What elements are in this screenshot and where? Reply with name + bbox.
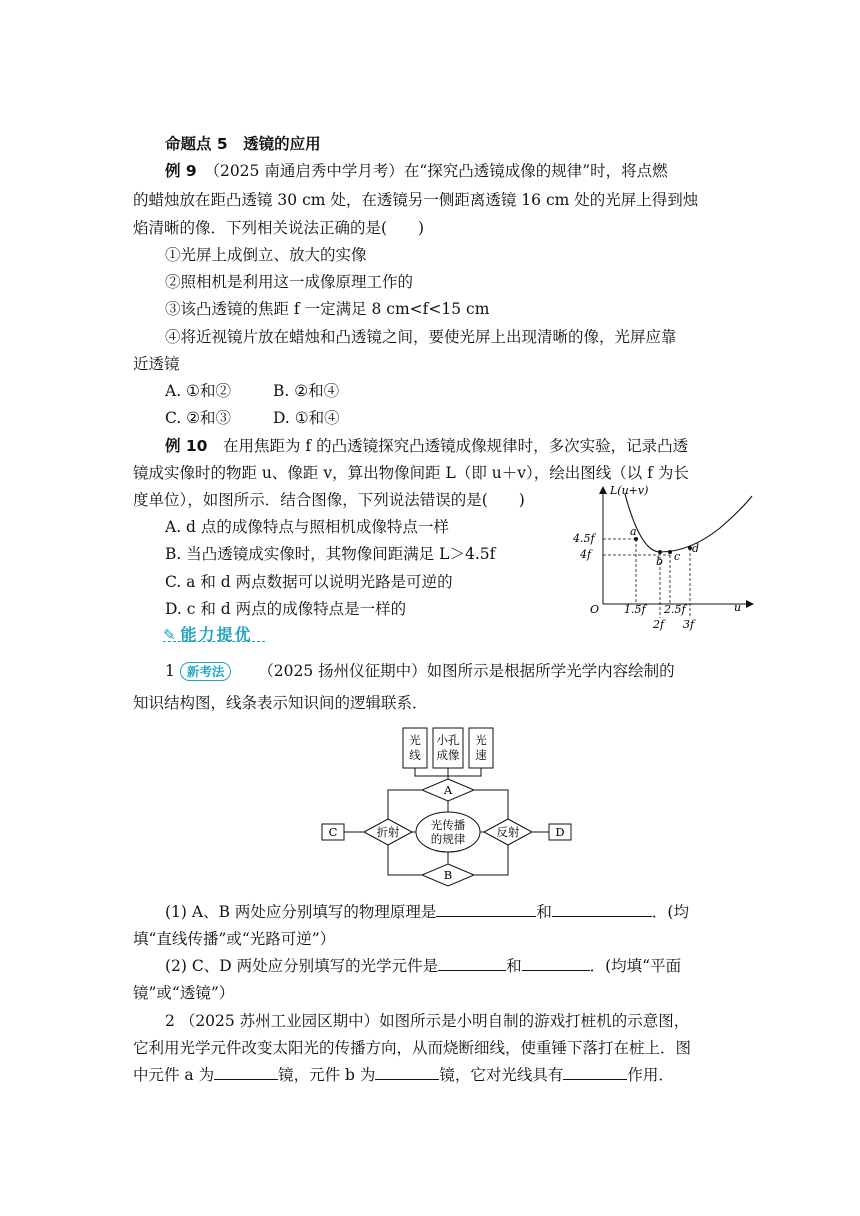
- svg-text:成像: 成像: [436, 748, 460, 762]
- point-c-label: c: [674, 550, 681, 563]
- svg-text:C: C: [328, 825, 338, 839]
- option-a[interactable]: A. ①和②: [165, 382, 231, 400]
- q1-sub-1b: 填“直线传播”或“光路可逆”）: [133, 930, 336, 948]
- option-b[interactable]: B. ②和④: [273, 382, 340, 400]
- example-9-line-2: 的蜡烛放在距凸透镜 30 cm 处，在透镜另一侧距离透镜 16 cm 处的光屏上得到烛: [133, 191, 699, 209]
- point-b: [658, 550, 662, 554]
- ability-underline: [163, 641, 265, 642]
- origin-label: O: [590, 603, 600, 616]
- y-tick-4.5f: 4.5f: [573, 532, 595, 545]
- svg-text:光传播: 光传播: [430, 818, 466, 832]
- option-c[interactable]: C. ②和③: [165, 409, 232, 427]
- q1-sub-1a: (1) A、B 两处应分别填写的物理原理是 和 ．(均: [165, 903, 689, 921]
- ex10-option-a[interactable]: A. d 点的成像特点与照相机成像特点一样: [165, 518, 449, 536]
- q1-text-1: （2025 扬州仪征期中）如图所示是根据所学光学内容绘制的: [258, 662, 675, 680]
- example-10-line-1: [165, 436, 688, 456]
- svg-text:折射: 折射: [376, 825, 400, 839]
- pen-icon: ✎: [163, 626, 176, 644]
- lu-graph: [570, 480, 760, 635]
- svg-text:D: D: [555, 825, 565, 839]
- statement-3: ③该凸透镜的焦距 f 一定满足 8 cm<f<15 cm: [165, 300, 490, 318]
- x-tick-2f: 2f: [653, 618, 665, 631]
- new-method-badge: 新考法: [180, 662, 232, 681]
- q1-sub-2a: (2) C、D 两处应分别填写的光学元件是 和 ．(均填“平面: [165, 957, 682, 975]
- example-9-line-1: [165, 161, 668, 181]
- statement-1: ①光屏上成倒立、放大的实像: [165, 246, 367, 264]
- statement-4b: 近透镜: [133, 355, 180, 373]
- q1-sub-2b: 镜”或“透镜”）: [133, 984, 235, 1002]
- point-c: [668, 550, 672, 554]
- x-axis-label: u: [734, 601, 742, 614]
- statement-2: ②照相机是利用这一成像原理工作的: [165, 273, 414, 291]
- x-tick-3f: 3f: [683, 618, 695, 631]
- q1-line-2: 知识结构图，线条表示知识间的逻辑联系．: [133, 694, 428, 712]
- x-tick-1.5f: 1.5f: [624, 603, 646, 616]
- blank-b[interactable]: [552, 902, 652, 917]
- example-9-text-1: （2025 南通启秀中学月考）在“探究凸透镜成像的规律”时，将点燃: [212, 162, 668, 180]
- example-10-label: 例 10: [165, 437, 208, 455]
- svg-text:线: 线: [409, 748, 421, 762]
- blank-element-b[interactable]: [375, 1065, 439, 1080]
- ex10-option-c[interactable]: C. a 和 d 两点数据可以说明光路是可逆的: [165, 573, 453, 591]
- q2-number: 2: [165, 1012, 175, 1030]
- q1-number: 1: [165, 662, 175, 680]
- svg-text:的规律: 的规律: [430, 832, 466, 846]
- svg-text:反射: 反射: [496, 825, 520, 839]
- section-title: 命题点 5 透镜的应用: [165, 135, 321, 153]
- example-9-line-3: 焰清晰的像．下列相关说法正确的是( ): [133, 219, 425, 237]
- y-axis-label: L(u+v): [610, 484, 649, 497]
- ability-section: [163, 622, 253, 645]
- svg-text:速: 速: [475, 748, 487, 762]
- ex10-option-b[interactable]: B. 当凸透镜成实像时，其物像间距满足 L＞4.5f: [165, 545, 496, 563]
- example-10-text-1: 在用焦距为 f 的凸透镜探究凸透镜成像规律时，多次实验，记录凸透: [222, 437, 689, 455]
- knowledge-diagram: [320, 722, 572, 890]
- q2-line-1: [165, 1011, 689, 1031]
- svg-text:光: 光: [475, 733, 487, 747]
- svg-text:B: B: [443, 868, 453, 882]
- example-10-line-2: 镜成实像时的物距 u、像距 v，算出物像间距 L（即 u＋v），绘出图线（以 f 为长: [133, 464, 689, 482]
- x-tick-2.5f: 2.5f: [664, 603, 686, 616]
- statement-4a: ④将近视镜片放在蜡烛和凸透镜之间，要使光屏上出现清晰的像，光屏应靠: [165, 328, 677, 346]
- blank-effect[interactable]: [563, 1065, 627, 1080]
- ex10-option-d[interactable]: D. c 和 d 两点的成像特点是一样的: [165, 600, 407, 618]
- blank-a[interactable]: [436, 902, 536, 917]
- svg-text:光: 光: [409, 733, 421, 747]
- q1-line-1: [165, 661, 675, 681]
- blank-element-a[interactable]: [214, 1065, 278, 1080]
- point-a-label: a: [630, 525, 637, 538]
- lu-curve: [625, 494, 752, 552]
- blank-c[interactable]: [438, 956, 506, 971]
- point-d-label: d: [692, 542, 700, 555]
- q2-text-1: （2025 苏州工业园区期中）如图所示是小明自制的游戏打桩机的示意图，: [179, 1012, 690, 1030]
- option-d[interactable]: D. ①和④: [273, 409, 340, 427]
- y-tick-4f: 4f: [580, 548, 592, 561]
- point-b-label: b: [656, 555, 664, 568]
- q2-line-2: 它利用光学元件改变太阳光的传播方向，从而烧断细线，使重锤下落打在桩上．图: [133, 1039, 692, 1057]
- svg-text:A: A: [443, 783, 453, 797]
- blank-d[interactable]: [522, 956, 590, 971]
- example-9-label: 例 9: [165, 162, 197, 180]
- example-10-line-3: 度单位），如图所示．结合图像，下列说法错误的是( ): [133, 491, 525, 509]
- svg-text:小孔: 小孔: [436, 733, 460, 747]
- q2-line-3: 中元件 a 为 镜，元件 b 为 镜，它对光线具有 作用．: [133, 1066, 674, 1084]
- ability-section-title: 能力提优: [180, 625, 253, 644]
